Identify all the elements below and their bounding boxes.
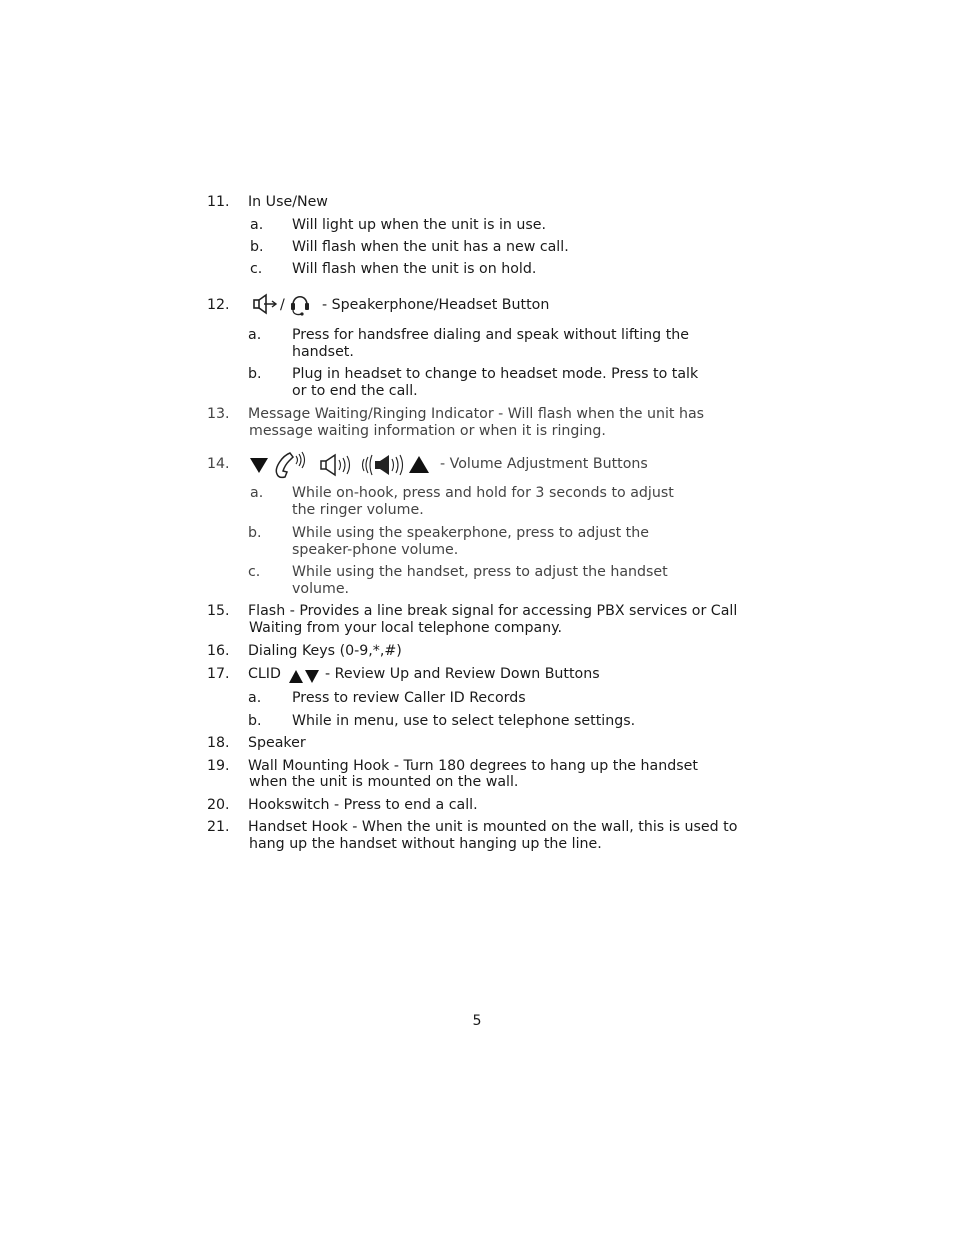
item-number: 20. bbox=[207, 797, 230, 813]
item-text: Flash - Provides a line break signal for accessing PBX services or Call bbox=[248, 603, 738, 619]
item-text: Wall Mounting Hook - Turn 180 degrees to hang up the handset bbox=[248, 758, 698, 774]
item-number: 18. bbox=[207, 735, 230, 751]
sub-text: speaker-phone volume. bbox=[292, 542, 459, 558]
speakerphone-icon bbox=[252, 292, 278, 316]
item-number: 11. bbox=[207, 194, 230, 210]
item-text: when the unit is mounted on the wall. bbox=[249, 774, 519, 790]
sub-label: a. bbox=[248, 690, 262, 706]
sub-label: c. bbox=[248, 564, 261, 580]
item-number: 21. bbox=[207, 819, 230, 835]
sub-text: Press for handsfree dialing and speak without lifting the bbox=[292, 327, 689, 343]
item-title: - Speakerphone/Headset Button bbox=[322, 297, 550, 313]
sub-text: Will light up when the unit is in use. bbox=[292, 217, 547, 233]
review-up-icon bbox=[289, 670, 303, 683]
sub-text: Will flash when the unit has a new call. bbox=[292, 239, 569, 255]
speaker-low-icon bbox=[319, 453, 355, 477]
sub-text: While using the speakerphone, press to adjust the bbox=[292, 525, 649, 541]
sub-label: a. bbox=[248, 327, 262, 343]
item-text: message waiting information or when it is ringing. bbox=[249, 423, 606, 439]
icon-separator: / bbox=[280, 297, 285, 313]
volume-up-triangle-icon bbox=[408, 455, 430, 474]
review-up-down-icons bbox=[288, 668, 320, 684]
item-title: - Review Up and Review Down Buttons bbox=[325, 666, 600, 682]
item-number: 14. bbox=[207, 456, 230, 472]
sub-text: or to end the call. bbox=[292, 383, 418, 399]
sub-text: handset. bbox=[292, 344, 354, 360]
item-text: hang up the handset without hanging up the line. bbox=[249, 836, 602, 852]
sub-text: While on-hook, press and hold for 3 seconds to adjust bbox=[292, 485, 674, 501]
page-number: 5 bbox=[472, 1013, 482, 1029]
item-title: In Use/New bbox=[248, 194, 328, 210]
item-number: 12. bbox=[207, 297, 230, 313]
item-title: - Volume Adjustment Buttons bbox=[440, 456, 648, 472]
sub-text: volume. bbox=[292, 581, 350, 597]
sub-text: the ringer volume. bbox=[292, 502, 424, 518]
sub-label: b. bbox=[250, 239, 264, 255]
volume-down-triangle-icon bbox=[249, 456, 269, 474]
review-down-icon bbox=[305, 670, 319, 683]
item-number: 16. bbox=[207, 643, 230, 659]
item-prefix: CLID bbox=[248, 666, 281, 682]
headset-icon bbox=[289, 291, 311, 317]
item-text: Dialing Keys (0-9,*,#) bbox=[248, 643, 402, 659]
handset-ringer-icon bbox=[274, 450, 312, 480]
sub-text: While using the handset, press to adjust the handset bbox=[292, 564, 668, 580]
sub-label: b. bbox=[248, 525, 262, 541]
sub-text: While in menu, use to select telephone settings. bbox=[292, 713, 636, 729]
sub-text: Will flash when the unit is on hold. bbox=[292, 261, 537, 277]
item-text: Waiting from your local telephone company. bbox=[249, 620, 563, 636]
item-number: 17. bbox=[207, 666, 230, 682]
sub-text: Plug in headset to change to headset mode. Press to talk bbox=[292, 366, 699, 382]
sub-label: c. bbox=[250, 261, 263, 277]
speaker-high-icon bbox=[362, 451, 406, 479]
item-number: 19. bbox=[207, 758, 230, 774]
item-text: Handset Hook - When the unit is mounted on the wall, this is used to bbox=[248, 819, 738, 835]
sub-label: a. bbox=[250, 485, 264, 501]
item-number: 13. bbox=[207, 406, 230, 422]
item-text: Speaker bbox=[248, 735, 306, 751]
item-text: Message Waiting/Ringing Indicator - Will flash when the unit has bbox=[248, 406, 705, 422]
sub-text: Press to review Caller ID Records bbox=[292, 690, 526, 706]
sub-label: b. bbox=[248, 366, 262, 382]
item-number: 15. bbox=[207, 603, 230, 619]
sub-label: b. bbox=[248, 713, 262, 729]
item-text: Hookswitch - Press to end a call. bbox=[248, 797, 478, 813]
sub-label: a. bbox=[250, 217, 264, 233]
